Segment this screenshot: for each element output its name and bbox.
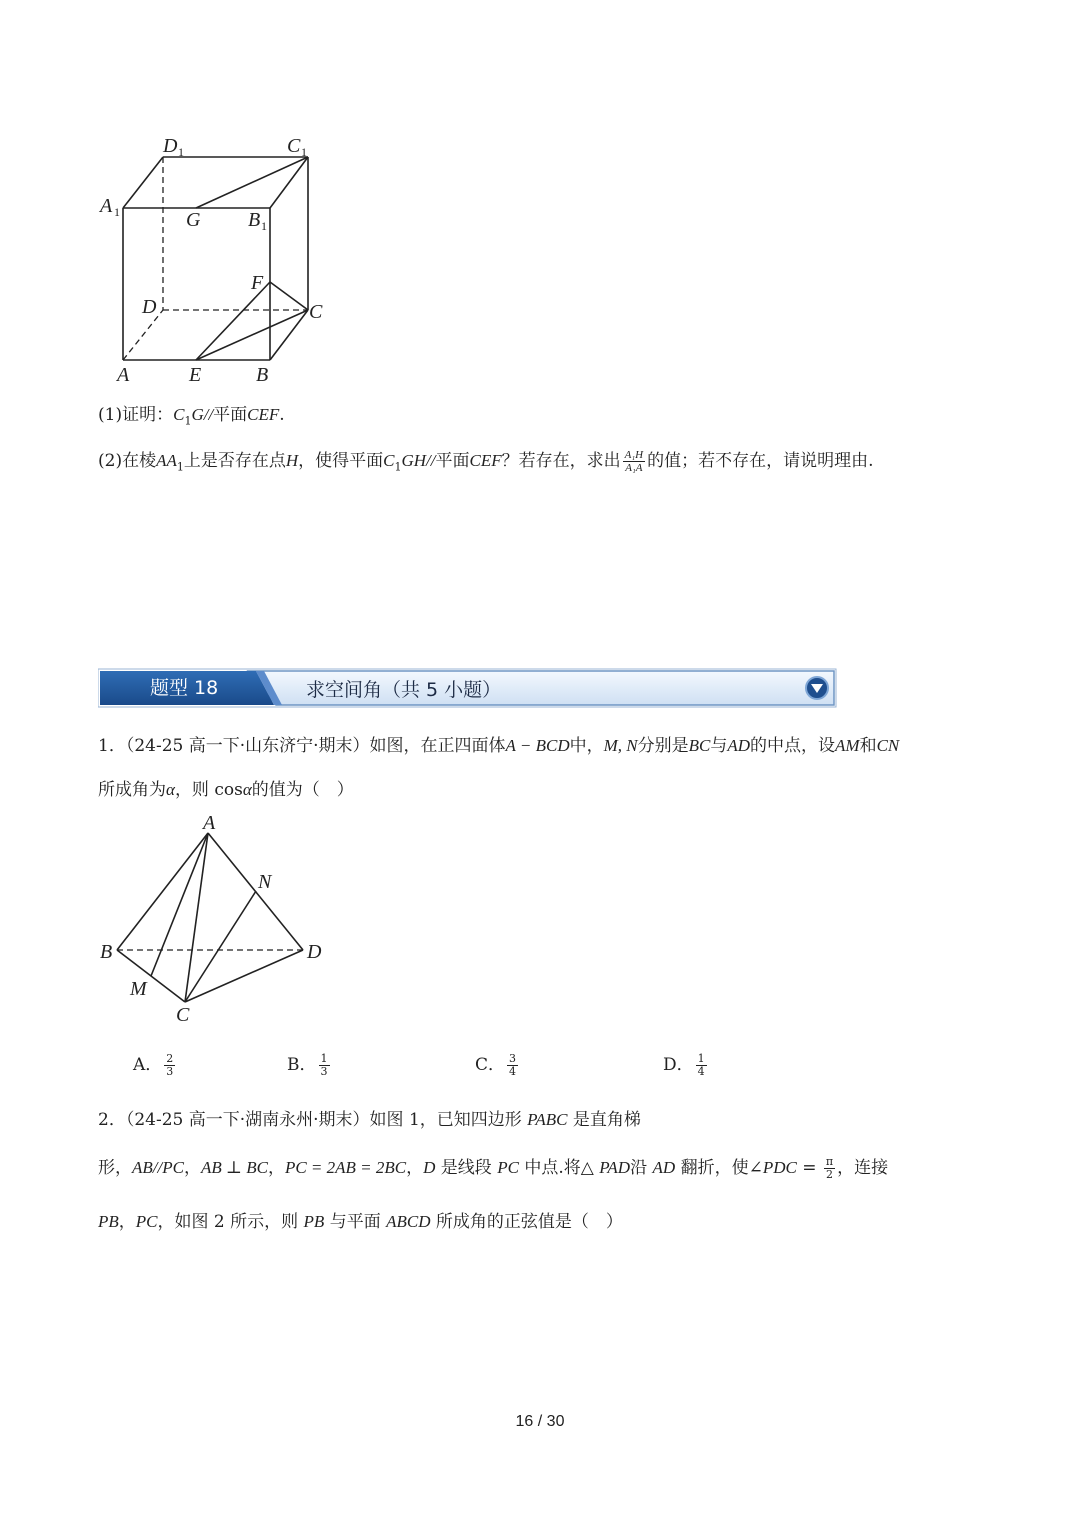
page-number: 16 / 30 bbox=[515, 1413, 565, 1430]
q2-l3-m1: PB bbox=[98, 1212, 119, 1231]
q1-m5: AM bbox=[835, 736, 860, 755]
option-d-letter: D． bbox=[663, 1055, 694, 1075]
cube-figure bbox=[95, 125, 365, 390]
q2-l2-m8: PDC bbox=[762, 1158, 797, 1177]
banner-label: 题型 18 bbox=[150, 677, 219, 699]
q1-l2-m1: α bbox=[166, 780, 175, 799]
q1-t3: 分别是 bbox=[637, 736, 689, 756]
q2-l3-m3: PB bbox=[303, 1212, 325, 1231]
q2-gh: GH// bbox=[401, 451, 436, 470]
q2-number: 2． bbox=[98, 1110, 126, 1130]
label-a1: A bbox=[100, 195, 113, 217]
option-c[interactable] bbox=[475, 1050, 520, 1078]
option-c-fraction bbox=[507, 1053, 518, 1078]
q2-t2: ，使得平面 bbox=[298, 451, 384, 471]
banner-title: 求空间角（共 5 小题） bbox=[306, 679, 502, 701]
q2-l2-t4: 是线段 bbox=[435, 1158, 498, 1178]
q1-math3: CEF bbox=[247, 405, 280, 424]
question-part-1 bbox=[98, 400, 285, 427]
label-b: B bbox=[256, 364, 269, 386]
option-d-den: 4 bbox=[697, 1065, 705, 1078]
q2-source: （24-25 高一下·湖南永州·期末） bbox=[125, 1110, 370, 1130]
q2-fraction bbox=[623, 449, 646, 474]
q1-m1: A − BCD bbox=[505, 736, 570, 755]
q2-frac-den: A₁A bbox=[625, 462, 643, 474]
option-c-letter: C． bbox=[475, 1055, 506, 1075]
chevron-down-circle-icon[interactable] bbox=[805, 676, 829, 700]
q2-l3-t4: 所成角的正弦值是（ ） bbox=[430, 1212, 623, 1232]
q2-l2-t9: ，连接 bbox=[837, 1158, 889, 1178]
q2-l2-t3: ， bbox=[406, 1158, 424, 1178]
q2-l3-t2: ，如图 2 所示，则 bbox=[157, 1212, 304, 1232]
q2-l2-m3: PC = 2AB = 2BC bbox=[284, 1158, 407, 1177]
label-d1-sub: 1 bbox=[178, 145, 184, 159]
q1-math: C bbox=[173, 405, 185, 424]
q2-l2-t8: = bbox=[796, 1158, 822, 1178]
q1-sub: 1 bbox=[184, 414, 192, 428]
q1-prefix: (1)证明： bbox=[98, 405, 174, 425]
option-a-letter: A． bbox=[133, 1055, 163, 1075]
label-d1: D bbox=[163, 135, 178, 157]
option-d[interactable] bbox=[663, 1050, 709, 1078]
q2-pi-fraction bbox=[824, 1156, 835, 1181]
option-a[interactable] bbox=[133, 1050, 177, 1078]
q2-l2-m2: AB ⊥ BC bbox=[200, 1158, 268, 1177]
q2-aa: AA bbox=[156, 451, 177, 470]
label-b1-sub: 1 bbox=[261, 219, 267, 233]
q1-source: （24-25 高一下·山东济宁·期末） bbox=[125, 736, 370, 756]
q1-m2: M, N bbox=[603, 736, 638, 755]
q1-t5: 的中点，设 bbox=[750, 736, 836, 756]
option-d-fraction bbox=[696, 1053, 707, 1078]
q2-l2-m1: AB//PC bbox=[132, 1158, 184, 1177]
tet-label-n: N bbox=[258, 871, 272, 893]
q2-l2-t5: 中点.将△ bbox=[518, 1158, 600, 1178]
q1-m3: BC bbox=[688, 736, 711, 755]
q1-text: 平面 bbox=[213, 405, 248, 425]
q2-l3-t1: ， bbox=[118, 1212, 136, 1232]
q2-c: C bbox=[383, 451, 395, 470]
q2-l2-m7: AD bbox=[652, 1158, 676, 1177]
q2-l2-t2: ， bbox=[267, 1158, 285, 1178]
q1-m6: CN bbox=[876, 736, 900, 755]
label-b1: B bbox=[248, 209, 261, 231]
option-b-fraction bbox=[319, 1053, 330, 1078]
label-g: G bbox=[186, 209, 201, 231]
q1-math2: G// bbox=[191, 405, 214, 424]
question-part-2 bbox=[98, 446, 874, 474]
q2-l2-m6: PAD bbox=[599, 1158, 631, 1177]
option-a-num: 2 bbox=[166, 1052, 174, 1065]
q2-l2-m4: D bbox=[423, 1158, 436, 1177]
option-b-letter: B． bbox=[287, 1055, 317, 1075]
q1-l2-t1: 所成角为 bbox=[98, 780, 166, 800]
q1-l2-m2: α bbox=[242, 780, 252, 799]
label-c1-sub: 1 bbox=[301, 145, 307, 159]
label-a: A bbox=[117, 364, 130, 386]
q2-t2: 是直角梯 bbox=[567, 1110, 641, 1130]
q2-frac-den: 2 bbox=[826, 1168, 833, 1181]
q1-t2: 中， bbox=[569, 736, 604, 756]
q2-frac-num: π bbox=[825, 1155, 834, 1168]
option-c-num: 3 bbox=[509, 1052, 517, 1065]
option-b-num: 1 bbox=[320, 1052, 328, 1065]
q1-t1: 如图，在正四面体 bbox=[369, 736, 506, 756]
q1-t6: 和 bbox=[859, 736, 877, 756]
option-a-fraction bbox=[164, 1053, 175, 1078]
q2-frac-num: A₁H bbox=[624, 449, 644, 461]
q2-t1: 如图 1，已知四边形 bbox=[369, 1110, 528, 1130]
q1-m4: AD bbox=[727, 736, 751, 755]
q1-line-2 bbox=[98, 775, 354, 800]
label-d: D bbox=[142, 296, 157, 318]
q2-l3-m4: ABCD bbox=[386, 1212, 431, 1231]
q2-t3: 平面 bbox=[435, 451, 470, 471]
option-d-num: 1 bbox=[697, 1052, 705, 1065]
q2-l2-t6: 沿 bbox=[630, 1158, 653, 1178]
label-e: E bbox=[189, 364, 202, 386]
q2-m1: PABC bbox=[527, 1110, 568, 1129]
q1-end: . bbox=[279, 405, 285, 425]
option-a-den: 3 bbox=[166, 1065, 174, 1078]
q1-t4: 与 bbox=[710, 736, 728, 756]
tet-label-c: C bbox=[176, 1004, 190, 1026]
option-b[interactable] bbox=[287, 1050, 332, 1078]
q2-l2-t1: ， bbox=[183, 1158, 201, 1178]
label-f: F bbox=[251, 272, 264, 294]
q2-l3-m2: PC bbox=[135, 1212, 158, 1231]
q2-l2-m5: PC bbox=[497, 1158, 519, 1177]
label-a1-sub: 1 bbox=[114, 205, 120, 219]
q2-l2-t0: 形， bbox=[98, 1158, 132, 1178]
q2-t1: 上是否存在点 bbox=[183, 451, 286, 471]
q2-h: H bbox=[285, 451, 299, 470]
tet-label-a: A bbox=[203, 812, 216, 834]
option-b-den: 3 bbox=[320, 1065, 328, 1078]
q2-cef: CEF bbox=[469, 451, 502, 470]
tet-label-d: D bbox=[307, 941, 322, 963]
q2-t5: 的值；若不存在，请说明理由. bbox=[647, 451, 874, 471]
q2-sub: 1 bbox=[176, 460, 184, 474]
tetrahedron-figure bbox=[95, 810, 335, 1030]
tet-label-m: M bbox=[130, 978, 147, 1000]
q1-l2-t2: ，则 cos bbox=[174, 780, 243, 800]
q1-l2-t3: 的值为（ ） bbox=[251, 780, 354, 800]
tet-label-b: B bbox=[100, 941, 113, 963]
q2-line-1 bbox=[98, 1105, 641, 1130]
q1-line-1 bbox=[98, 731, 899, 756]
option-c-den: 4 bbox=[509, 1065, 517, 1078]
q1-number: 1． bbox=[98, 736, 126, 756]
label-c: C bbox=[309, 301, 323, 323]
q2-prefix: (2)在棱 bbox=[98, 451, 157, 471]
q2-l3-t3: 与平面 bbox=[324, 1212, 387, 1232]
q2-line-3 bbox=[98, 1207, 623, 1232]
q2-line-2 bbox=[98, 1153, 888, 1181]
label-c1: C bbox=[287, 135, 301, 157]
q2-l2-t7: 翻折，使∠ bbox=[675, 1158, 763, 1178]
q2-sub2: 1 bbox=[394, 460, 402, 474]
q2-t4: ？若存在，求出 bbox=[501, 451, 621, 471]
